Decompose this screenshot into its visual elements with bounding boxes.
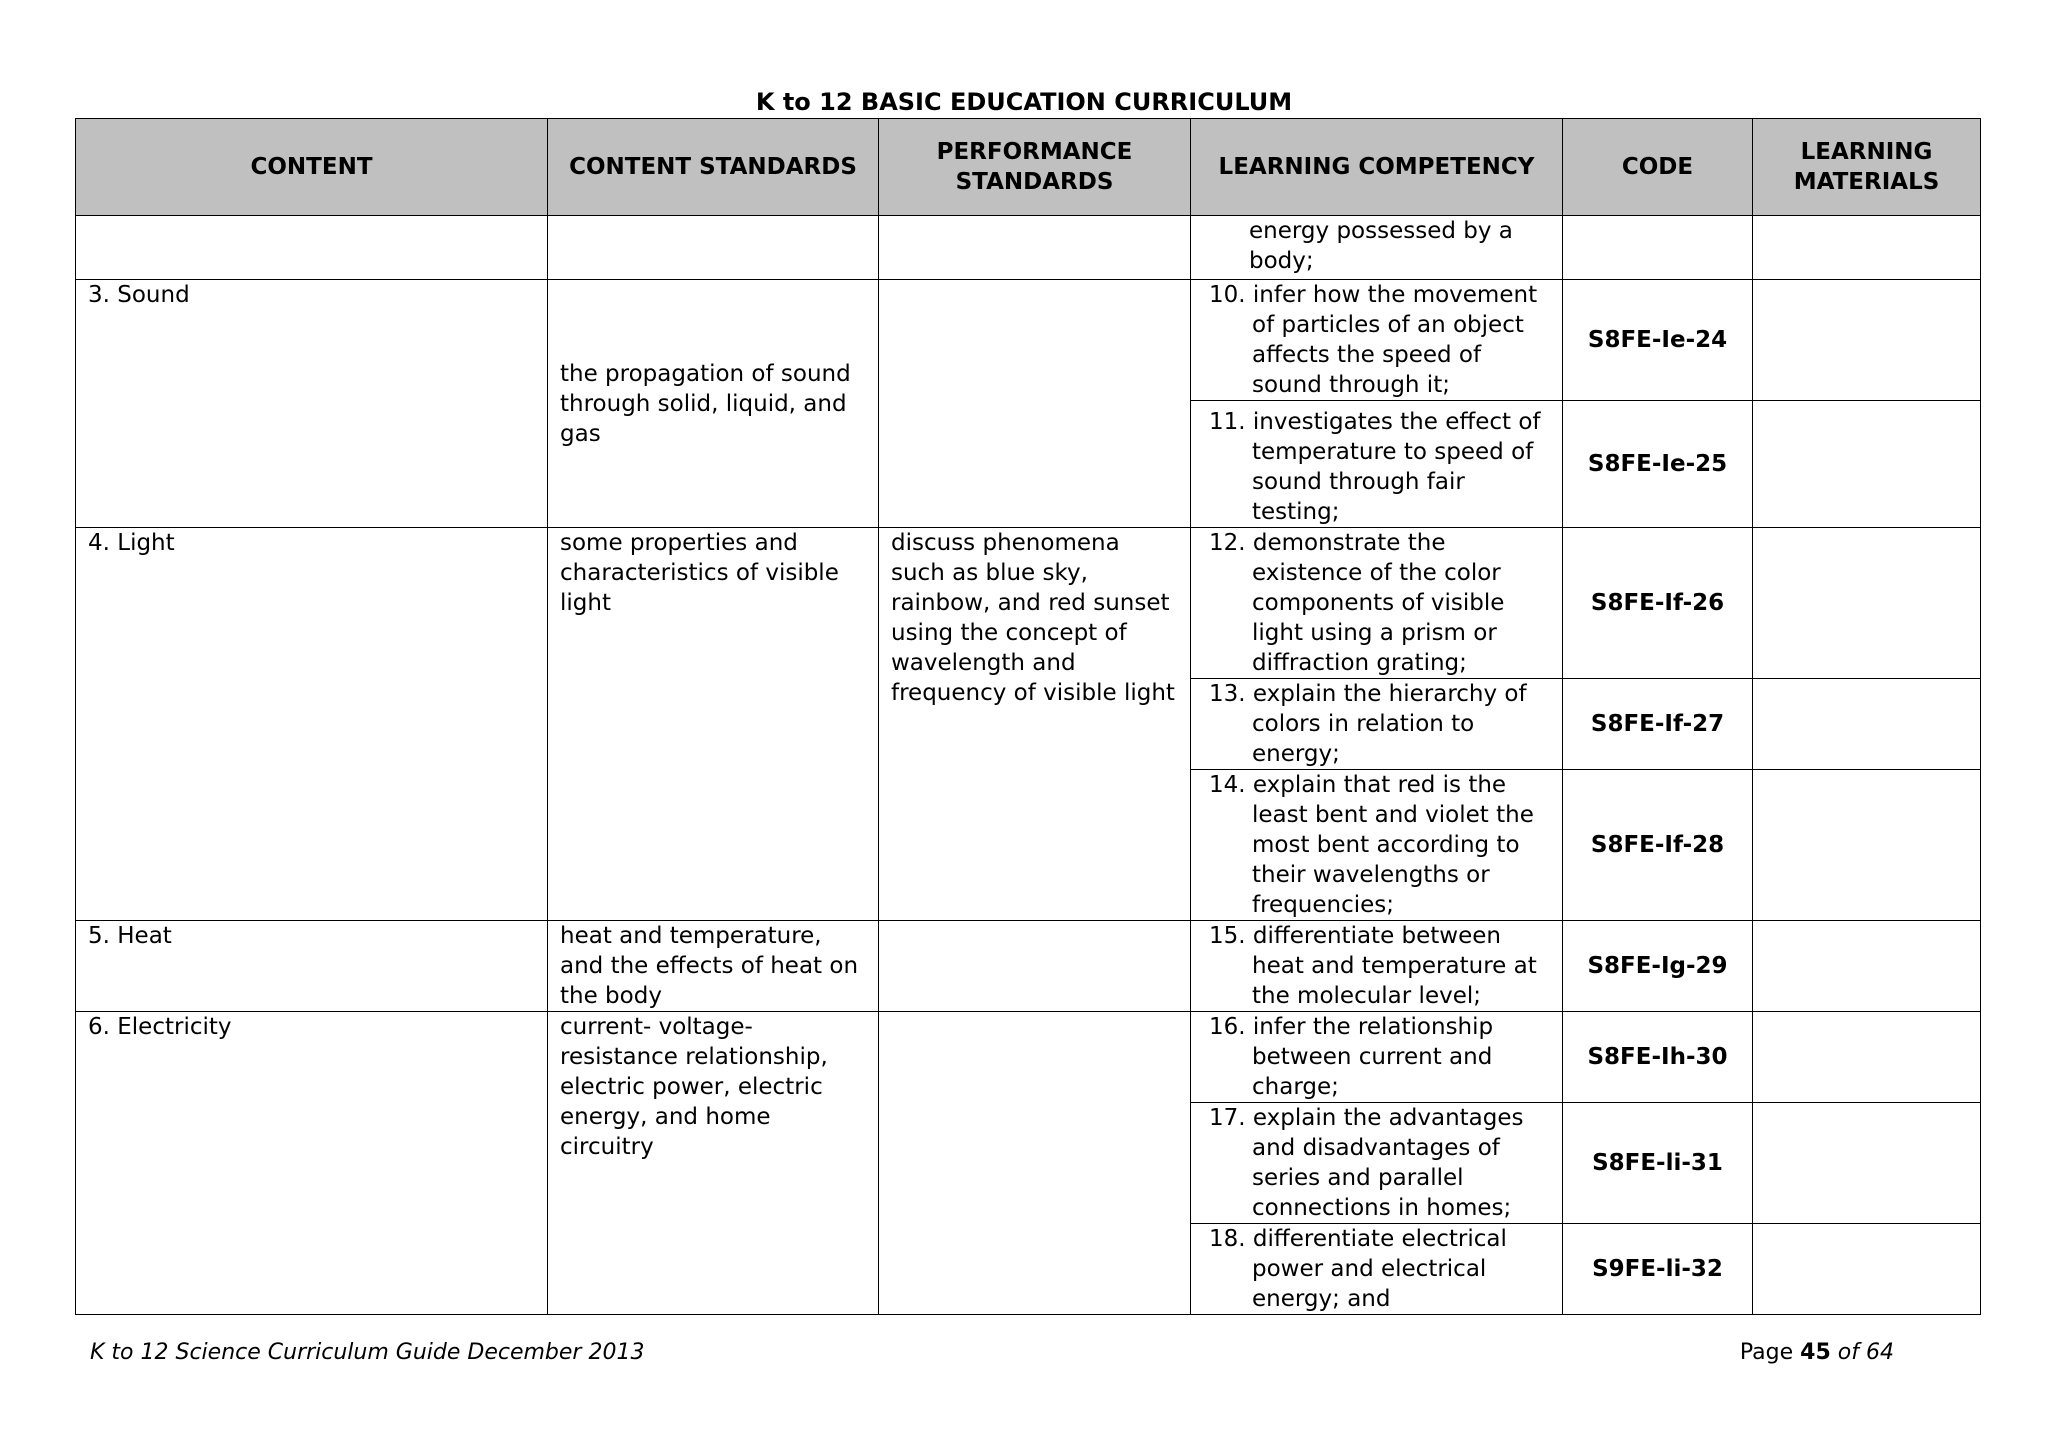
- header-content-standards: CONTENT STANDARDS: [548, 119, 879, 216]
- competency-cell: [1191, 216, 1563, 280]
- code-cell: S8FE-If-26: [1563, 528, 1753, 679]
- competency-cell: [1191, 1103, 1563, 1224]
- table-row: [76, 1012, 1981, 1103]
- competency-text: 16. infer the relationship between current and charge;: [1209, 1014, 1494, 1100]
- competency-cell: [1191, 921, 1563, 1012]
- materials-cell: [1753, 1103, 1981, 1224]
- header-performance-standards: PERFORMANCE STANDARDS: [879, 119, 1191, 216]
- header-learning-materials: LEARNING MATERIALS: [1753, 119, 1981, 216]
- competency-text: 18. differentiate electrical power and electrical energy; and: [1209, 1226, 1507, 1312]
- competency-cell: [1191, 528, 1563, 679]
- content-cell: 4. Light: [76, 528, 548, 921]
- footer-page-current: 45: [1800, 1340, 1831, 1365]
- code-cell: S8FE-Ie-25: [1563, 401, 1753, 528]
- materials-cell: [1753, 528, 1981, 679]
- performance-standard-cell: [879, 280, 1191, 528]
- performance-standard-cell: [879, 1012, 1191, 1315]
- header-code: CODE: [1563, 119, 1753, 216]
- content-cell: 6. Electricity: [76, 1012, 548, 1315]
- content-cell: [76, 216, 548, 280]
- content-cell: 3. Sound: [76, 280, 548, 528]
- header-learning-competency: LEARNING COMPETENCY: [1191, 119, 1563, 216]
- table-row: [76, 216, 1981, 280]
- competency-text: 12. demonstrate the existence of the color components of visible light using a prism or diffraction grating;: [1209, 530, 1505, 676]
- competency-text: energy possessed by a body;: [1249, 218, 1513, 274]
- performance-standard-cell: [879, 921, 1191, 1012]
- table-row: [76, 921, 1981, 1012]
- footer-page-label: Page: [1739, 1340, 1794, 1365]
- table-row: [76, 528, 1981, 679]
- competency-cell: [1191, 1224, 1563, 1315]
- code-cell: S8FE-Ig-29: [1563, 921, 1753, 1012]
- header-content: CONTENT: [76, 119, 548, 216]
- content-standard-cell: current- voltage-resistance relationship, electric power, electric energy, and home circuitry: [548, 1012, 879, 1315]
- footer-guide-title: K to 12 Science Curriculum Guide December 2013: [90, 1340, 645, 1365]
- document-title: K to 12 BASIC EDUCATION CURRICULUM: [755, 88, 1293, 116]
- materials-cell: [1753, 216, 1981, 280]
- code-cell: S8FE-Ih-30: [1563, 1012, 1753, 1103]
- footer-page-number: [1740, 1339, 1894, 1367]
- code-cell: [1563, 216, 1753, 280]
- curriculum-table: [75, 118, 1981, 1315]
- performance-standard-cell: discuss phenomena such as blue sky, rainbow, and red sunset using the concept of wavelength and frequency of visible light: [879, 528, 1191, 921]
- footer-page-total: of 64: [1837, 1340, 1894, 1365]
- code-cell: S8FE-If-27: [1563, 679, 1753, 770]
- materials-cell: [1753, 679, 1981, 770]
- code-cell: S8FE-Ie-24: [1563, 280, 1753, 401]
- competency-text: 15. differentiate between heat and temperature at the molecular level;: [1209, 923, 1537, 1009]
- competency-cell: [1191, 679, 1563, 770]
- performance-standard-cell: [879, 216, 1191, 280]
- competency-cell: [1191, 1012, 1563, 1103]
- content-cell: 5. Heat: [76, 921, 548, 1012]
- materials-cell: [1753, 1224, 1981, 1315]
- competency-cell: [1191, 401, 1563, 528]
- competency-cell: [1191, 280, 1563, 401]
- materials-cell: [1753, 770, 1981, 921]
- content-standard-cell: [548, 216, 879, 280]
- materials-cell: [1753, 921, 1981, 1012]
- competency-text: 10. infer how the movement of particles of an object affects the speed of sound through it;: [1209, 282, 1538, 398]
- content-standard-cell: the propagation of sound through solid, liquid, and gas: [548, 280, 879, 528]
- competency-text: 11. investigates the effect of temperature to speed of sound through fair testing;: [1209, 409, 1541, 525]
- competency-text: 13. explain the hierarchy of colors in relation to energy;: [1209, 681, 1527, 767]
- code-cell: S8FE-If-28: [1563, 770, 1753, 921]
- materials-cell: [1753, 401, 1981, 528]
- competency-text: 14. explain that red is the least bent and violet the most bent according to their wavelengths or frequencies;: [1209, 772, 1534, 918]
- content-standard-cell: heat and temperature, and the effects of heat on the body: [548, 921, 879, 1012]
- competency-cell: [1191, 770, 1563, 921]
- competency-text: 17. explain the advantages and disadvantages of series and parallel connections in homes;: [1209, 1105, 1524, 1221]
- header-row: [76, 119, 1981, 216]
- content-standard-cell: some properties and characteristics of visible light: [548, 528, 879, 921]
- materials-cell: [1753, 280, 1981, 401]
- code-cell: S8FE-li-31: [1563, 1103, 1753, 1224]
- materials-cell: [1753, 1012, 1981, 1103]
- table-row: [76, 280, 1981, 401]
- code-cell: S9FE-li-32: [1563, 1224, 1753, 1315]
